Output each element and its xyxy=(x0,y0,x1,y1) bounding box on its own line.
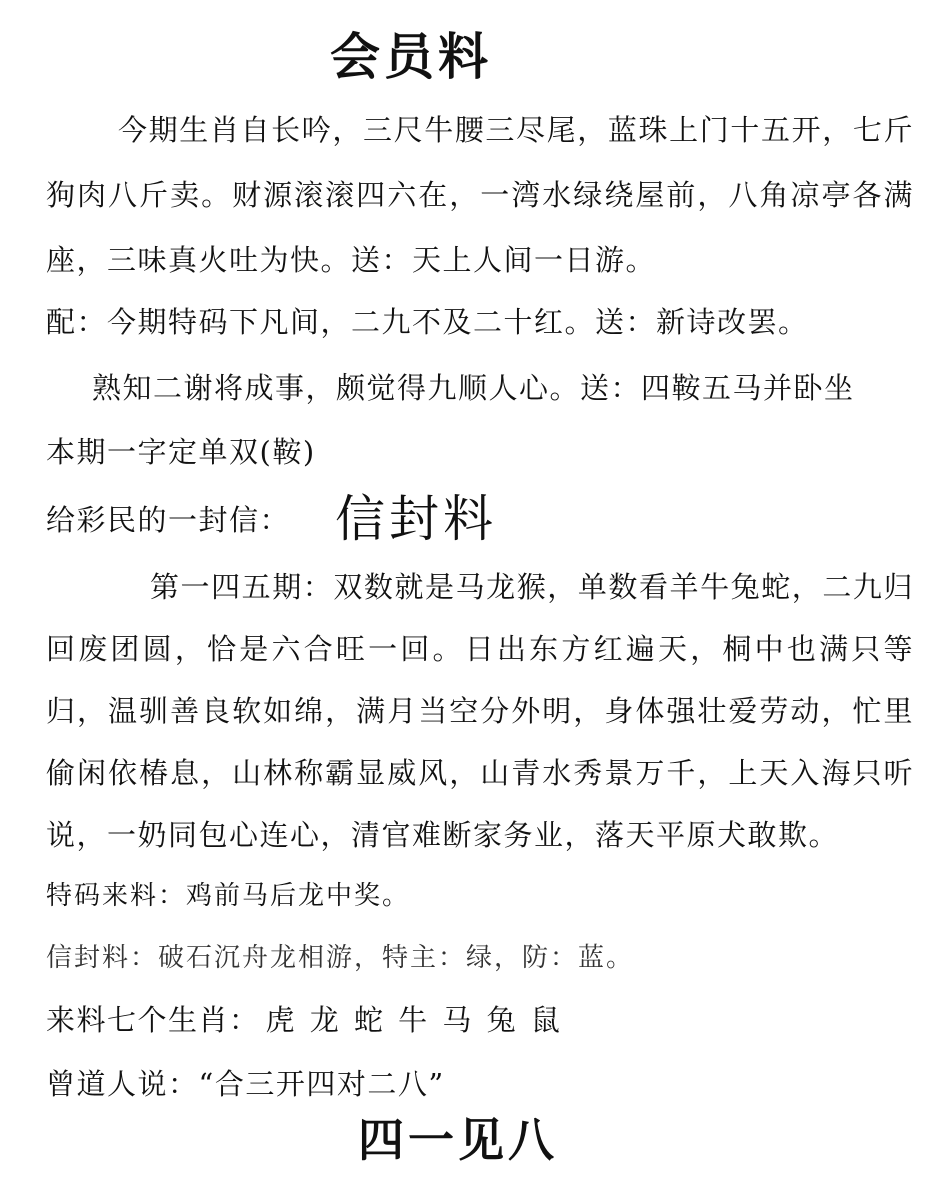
seven-zodiacs-list: 虎 龙 蛇 牛 马 兔 鼠 xyxy=(265,1003,563,1037)
letter-section-paragraph: 第一四五期：双数就是马龙猴，单数看羊牛兔蛇，二九归回废团圆，恰是六合旺一回。日出东方红遍天，桐中也满只等归，温驯善良软如绵，满月当空分外明，身体强壮爱劳动，忙里偷闲依椿息，山林称霸显威风，山青水秀景万千，上天入海只听说，一奶同包心连心，清官难断家务业，落天平原犬敢欺。 xyxy=(46,570,914,852)
match-line: 配：今期特码下凡间，二九不及二十红。送：新诗改罢。 xyxy=(46,305,809,339)
proverb-line: 熟知二谢将成事，颇觉得九顺人心。送：四鞍五马并卧坐 xyxy=(92,371,855,405)
seven-zodiacs-line xyxy=(46,1000,914,1040)
letter-intro-label: 给彩民的一封信： xyxy=(46,503,291,537)
member-section-paragraph: 今期生肖自长吟，三尺牛腰三尽尾，蓝珠上门十五开，七斤狗肉八斤卖。财源滚滚四六在，一湾水绿绕屋前，八角凉亭各满座，三味真火吐为快。送：天上人间一日游。 xyxy=(46,113,914,277)
envelope-material-line: 信封料：破石沉舟龙相游，特主：绿，防：蓝。 xyxy=(46,943,635,973)
taoist-saying-line: 曾道人说：“合三开四对二八” xyxy=(46,1067,445,1101)
single-double-line: 本期一字定单双(鞍) xyxy=(46,435,316,469)
letter-section-title: 信封料 xyxy=(335,490,497,548)
seven-zodiacs-label: 来料七个生肖： xyxy=(46,1003,260,1037)
special-code-line: 特码来料：鸡前马后龙中奖。 xyxy=(46,881,411,911)
member-section-title: 会员料 xyxy=(330,28,492,86)
footer-big-text: 四一见八 xyxy=(358,1113,558,1167)
